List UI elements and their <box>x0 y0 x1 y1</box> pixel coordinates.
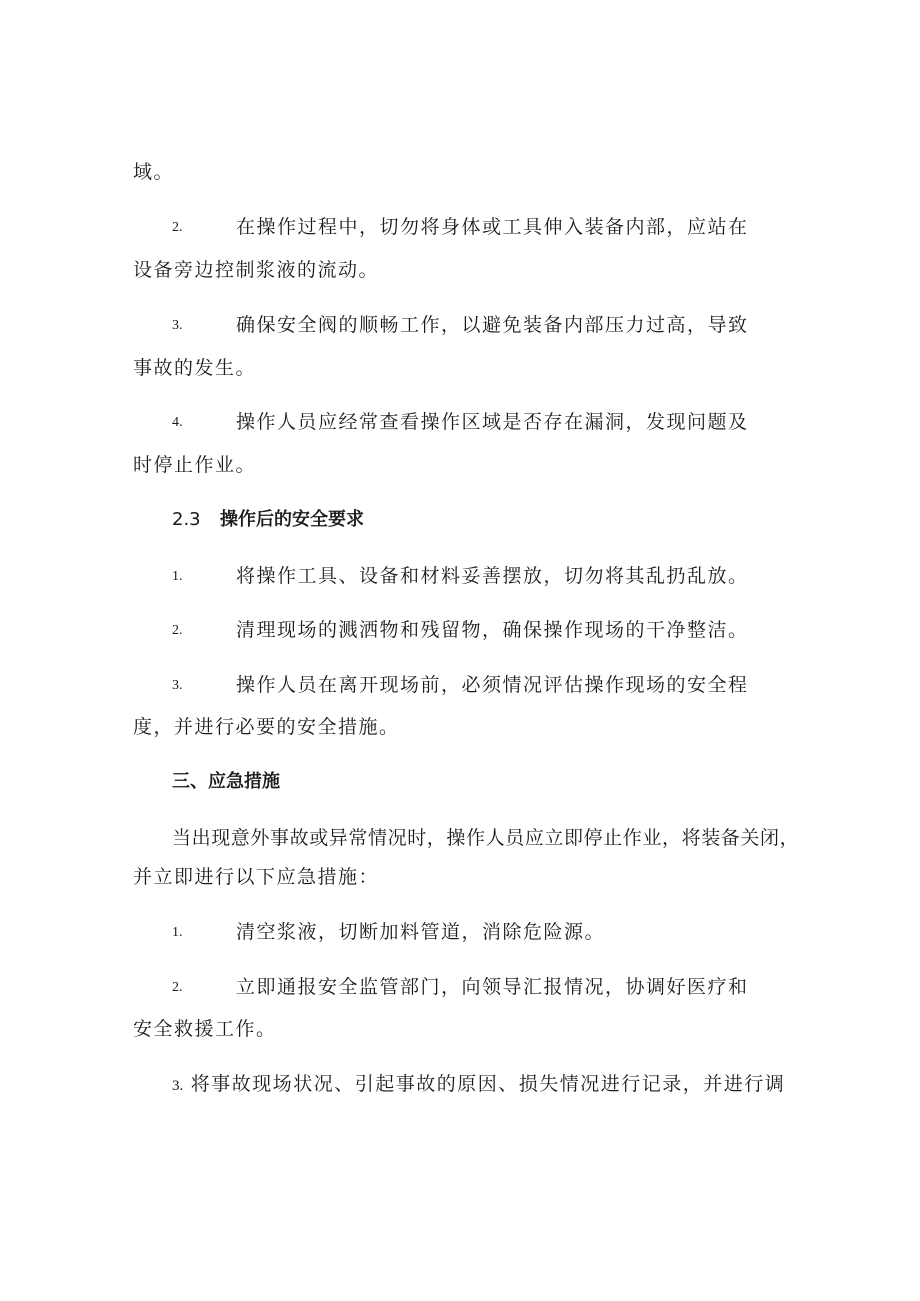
list-item-text: 清空浆液，切断加料管道，消除危险源。 <box>236 921 606 943</box>
list-item-text-continued: 度，并进行必要的安全措施。 <box>133 716 400 738</box>
list-number: 1. <box>172 925 183 940</box>
list-item-text: 将操作工具、设备和材料妥善摆放，切勿将其乱扔乱放。 <box>236 565 749 587</box>
list-number: 3. <box>172 678 183 693</box>
list-item-text-continued: 时停止作业。 <box>133 454 257 476</box>
list-number: 3. <box>172 1078 184 1094</box>
list-item-text: 清理现场的溅洒物和残留物，确保操作现场的干净整洁。 <box>236 619 749 641</box>
list-number: 2. <box>172 623 183 638</box>
list-number: 4. <box>172 415 183 430</box>
list-item-text <box>172 1072 785 1098</box>
list-number: 2. <box>172 980 183 995</box>
list-item-text: 在操作过程中，切勿将身体或工具伸入装备内部，应站在 <box>236 216 749 238</box>
list-item-text: 操作人员在离开现场前，必须情况评估操作现场的安全程 <box>236 674 749 696</box>
list-item-text: 操作人员应经常查看操作区域是否存在漏洞，发现问题及 <box>236 411 749 433</box>
section-number: 2.3 <box>172 509 201 530</box>
text-line: 域。 <box>133 161 175 183</box>
list-item-text-continued: 设备旁边控制浆液的流动。 <box>133 259 380 281</box>
list-item-text-continued: 安全救援工作。 <box>133 1018 277 1040</box>
list-item-text-continued: 事故的发生。 <box>133 357 257 379</box>
list-number: 3. <box>172 318 183 333</box>
list-item-body: 将事故现场状况、引起事故的原因、损失情况进行记录，并进行调 <box>190 1073 786 1095</box>
section-heading <box>172 770 280 794</box>
paragraph-line: 当出现意外事故或异常情况时，操作人员应立即停止作业，将装备关闭， <box>172 827 800 849</box>
section-title: 三、应急措施 <box>172 771 280 792</box>
section-title: 操作后的安全要求 <box>220 509 364 530</box>
list-number: 2. <box>172 220 183 235</box>
section-heading <box>172 508 364 532</box>
paragraph-line: 并立即进行以下应急措施： <box>133 866 380 888</box>
list-number: 1. <box>172 569 183 584</box>
list-item-text: 立即通报安全监管部门，向领导汇报情况，协调好医疗和 <box>236 976 749 998</box>
list-item-text: 确保安全阀的顺畅工作，以避免装备内部压力过高，导致 <box>236 314 749 336</box>
